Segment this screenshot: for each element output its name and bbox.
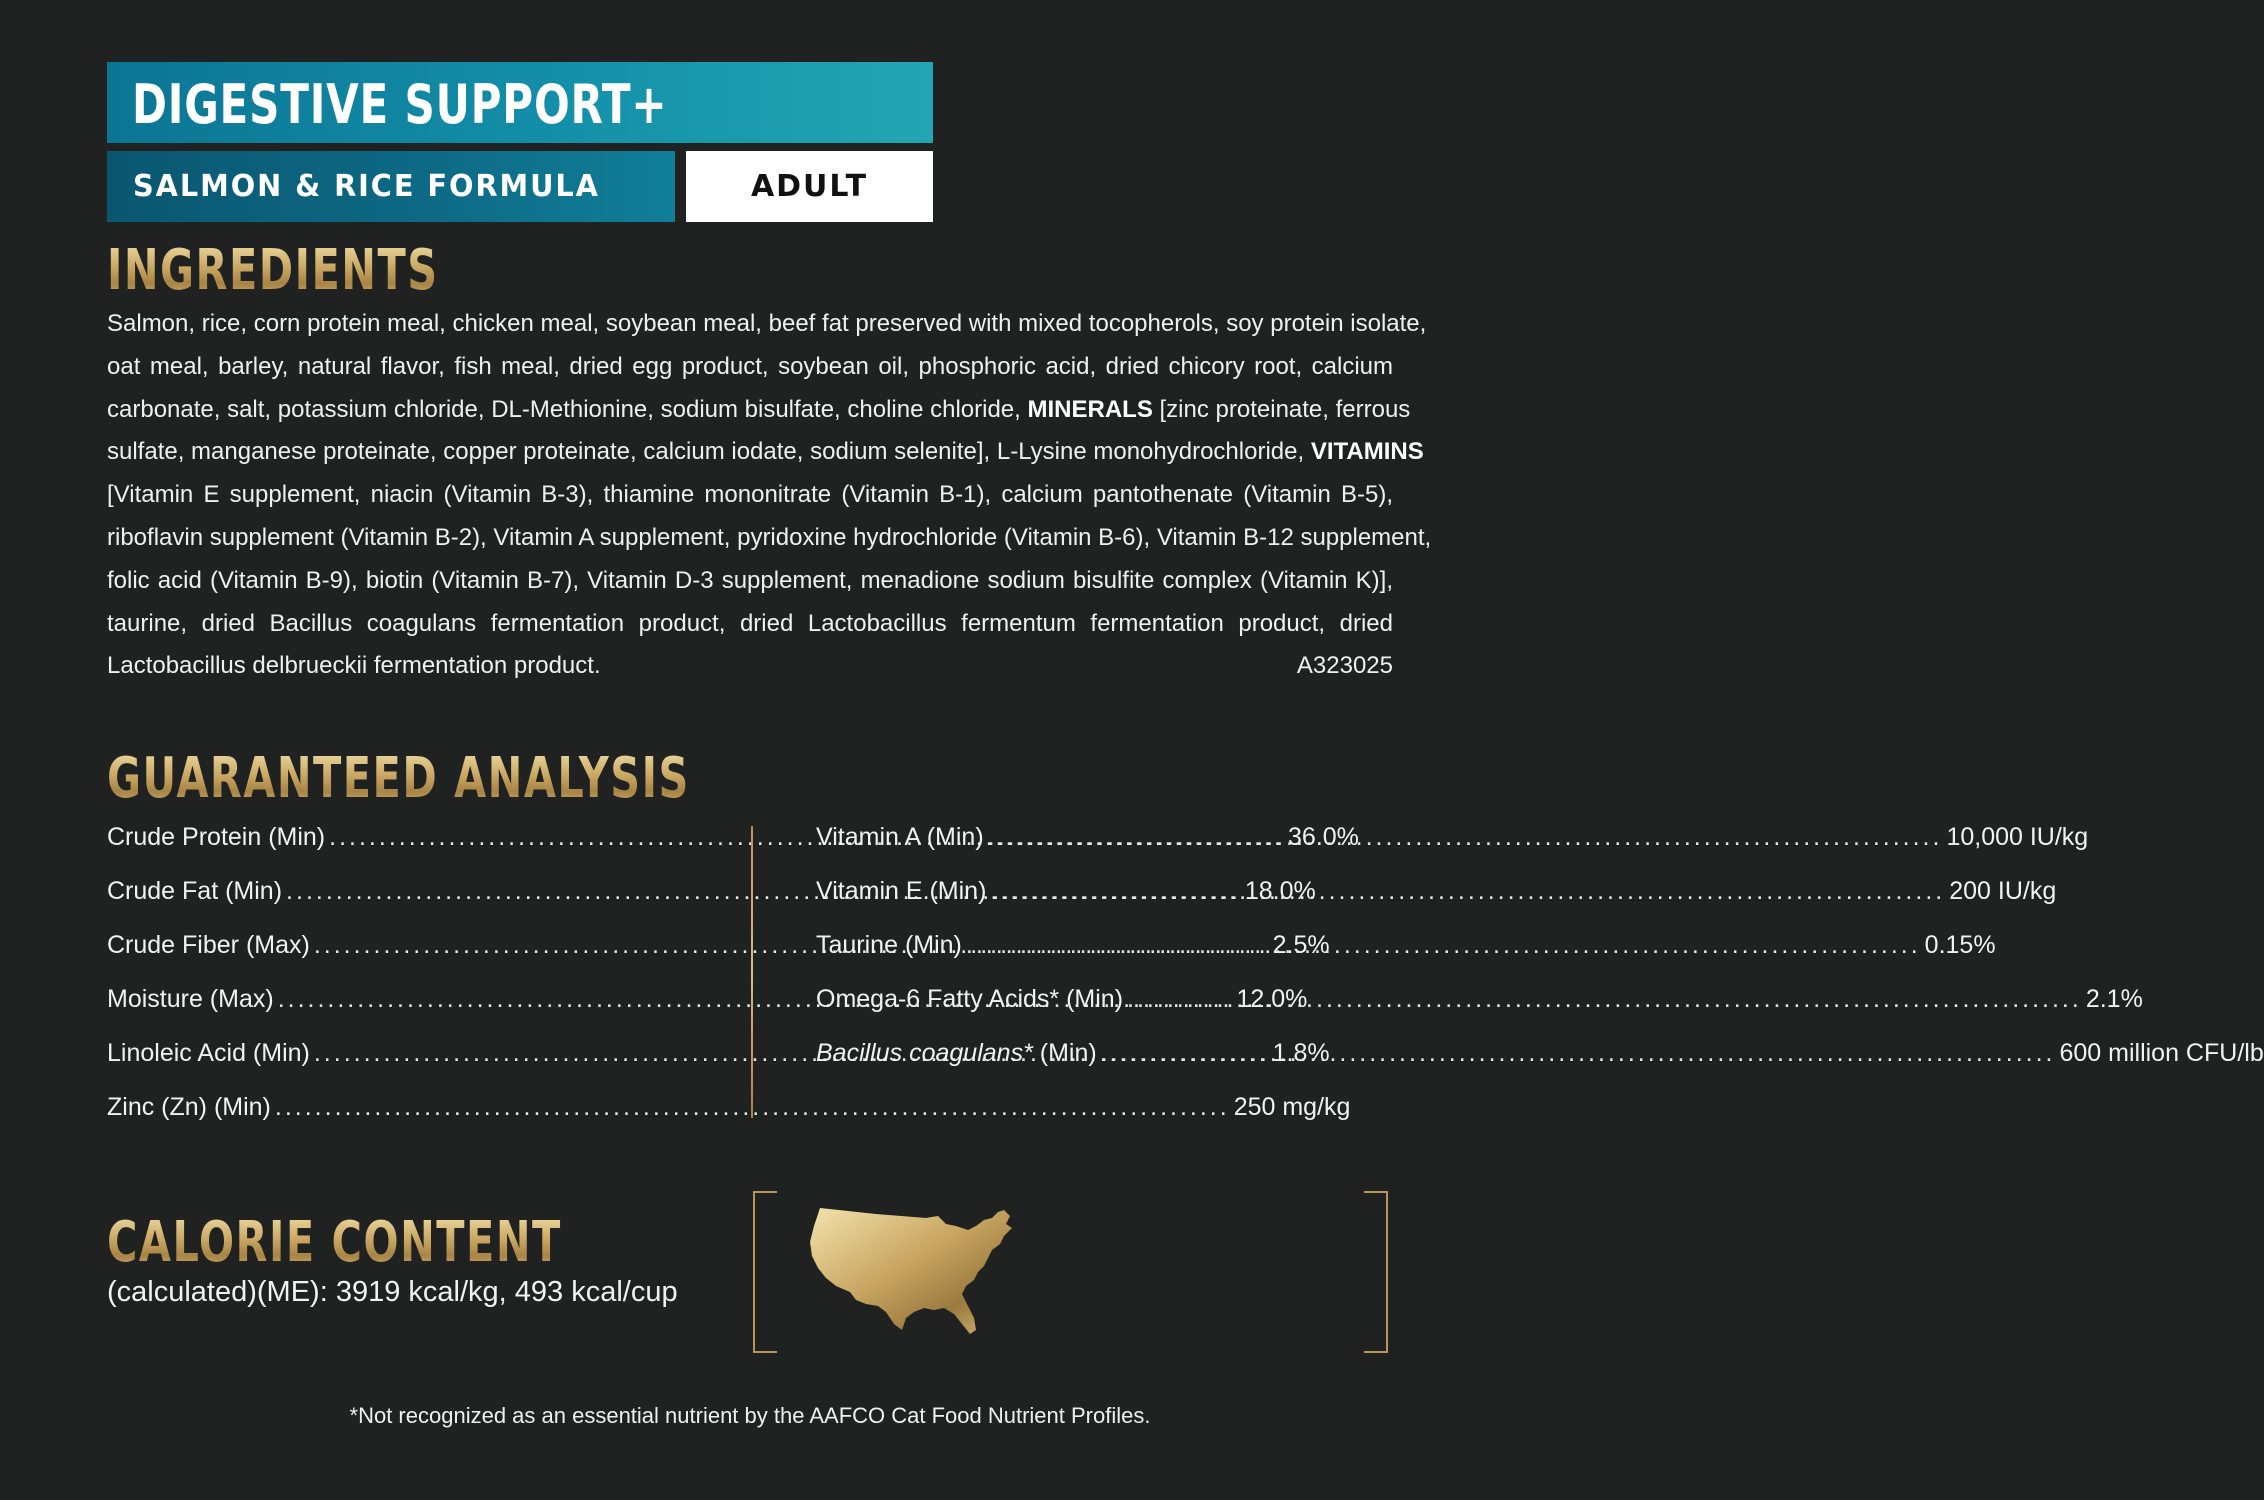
analysis-row: Omega-6 Fatty Acids* (Min) ..... 2.1% [816, 972, 1393, 1026]
analysis-row: Crude Fiber (Max) ..... 2.5% [107, 918, 684, 972]
analysis-row: Moisture (Max) ..... 12.0% [107, 972, 684, 1026]
ingredients-line: folic acid (Vitamin B-9), biotin (Vitamin B-7), Vitamin D-3 supplement, menadione sodium bisulfite complex (Vitamin K)], [107, 566, 1393, 594]
minerals-label: MINERALS [1027, 395, 1153, 423]
analysis-heading: GUARANTEED ANALYSIS [107, 746, 690, 811]
ingredients-line: riboflavin supplement (Vitamin B-2), Vitamin A supplement, pyridoxine hydrochloride (Vitamin B-6), Vitamin B-12 supplement, [107, 523, 1432, 551]
ingredients-line: Salmon, rice, corn protein meal, chicken meal, soybean meal, beef fat preserved with mixed tocopherols, soy protein isolate, [107, 310, 1427, 337]
usa-map-icon [806, 1206, 1018, 1336]
analysis-row: Crude Fat (Min) ..... 18.0% [107, 864, 684, 918]
ingredients-heading: INGREDIENTS [107, 238, 439, 303]
made-in-usa-text: MADE IN U.S. FACILITIES [1052, 1212, 1342, 1324]
analysis-right-column [816, 810, 2264, 1080]
ingredients-line: oat meal, barley, natural flavor, fish meal, dried egg product, soybean oil, phosphoric acid, dried chicory root, calcium [107, 352, 1393, 380]
ingredients-line: carbonate, salt, potassium chloride, DL-Methionine, sodium bisulfate, choline chloride, MINERALS [zinc proteinate, ferrous [107, 395, 1411, 423]
analysis-row: Bacillus coagulans* (Min) ..... 600 million CFU/lb [816, 1026, 1393, 1080]
product-code: A323025 [1296, 652, 1393, 680]
ingredients-line: taurine, dried Bacillus coagulans fermentation product, dried Lactobacillus fermentum fermentation product, dried [107, 609, 1393, 637]
analysis-row: Crude Protein (Min) ..... 36.0% [107, 810, 684, 864]
vitamins-label: VITAMINS [1310, 438, 1424, 466]
life-stage-badge: ADULT [686, 151, 933, 222]
ingredients-line: [Vitamin E supplement, niacin (Vitamin B-3), thiamine mononitrate (Vitamin B-1), calcium pantothenate (Vitamin B-5), [107, 481, 1393, 509]
column-divider [751, 826, 753, 1118]
ingredients-line: Lactobacillus delbrueckii fermentation product. A323025 [107, 645, 1393, 688]
analysis-left-column [107, 810, 1359, 1134]
formula-name: SALMON & RICE FORMULA [133, 169, 600, 204]
analysis-row: Zinc (Zn) (Min) ..... 250 mg/kg [107, 1080, 684, 1134]
ingredients-line: sulfate, manganese proteinate, copper proteinate, calcium iodate, sodium selenite], L-Lysine monohydrochloride, VITAMINS [107, 438, 1424, 466]
footnote: *Not recognized as an essential nutrient by the AAFCO Cat Food Nutrient Profiles. [349, 1403, 1151, 1428]
analysis-row: Vitamin A (Min) ..... 10,000 IU/kg [816, 810, 1393, 864]
calorie-value: (calculated)(ME): 3919 kcal/kg, 493 kcal/cup [107, 1276, 678, 1308]
ingredients-list [107, 303, 1432, 688]
analysis-row: Vitamin E (Min) ..... 200 IU/kg [816, 864, 1393, 918]
calorie-heading: CALORIE CONTENT [107, 1210, 562, 1275]
analysis-row: Linoleic Acid (Min) ..... 1.8% [107, 1026, 684, 1080]
analysis-row: Taurine (Min) ..... 0.15% [816, 918, 1393, 972]
product-title: DIGESTIVE SUPPORT+ [132, 73, 668, 136]
left-bracket [753, 1191, 777, 1353]
